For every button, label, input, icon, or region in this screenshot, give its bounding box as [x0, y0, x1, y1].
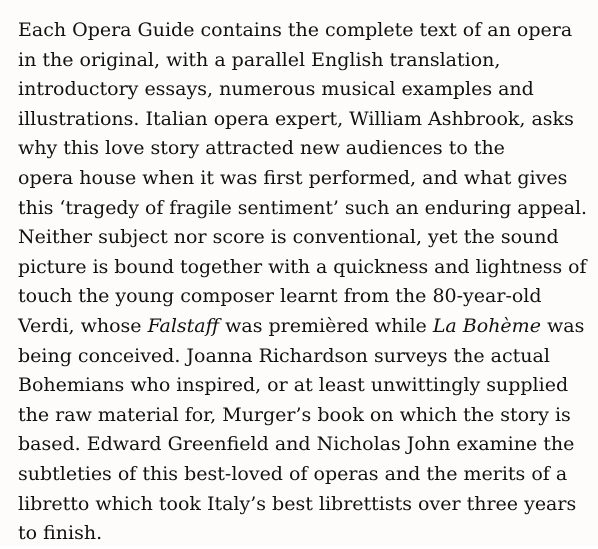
text-line: libretto which took Italy’s best librettists over three years [18, 492, 577, 515]
text-line: this ‘tragedy of fragile sentiment’ such an enduring appeal. [18, 197, 588, 219]
text-line: Verdi, whose Falstaff was premièred while La Bohème was [18, 314, 585, 337]
text-line: picture is bound together with a quickness and lightness of [18, 255, 587, 278]
text-line: subtleties of this best-loved of operas and the merits of a [18, 462, 568, 485]
text-line: opera house when it was first performed, and what gives [18, 166, 568, 189]
text-line: based. Edward Greenfield and Nicholas John examine the [18, 433, 575, 456]
text-line: Bohemians who inspired, or at least unwittingly supplied [18, 374, 569, 397]
opera-title-falstaff: Falstaff [147, 314, 220, 337]
text-line: the raw material for, Murger’s book on which the story is [18, 403, 571, 426]
opera-title-la-boheme: La Bohème [432, 314, 541, 337]
text-line: touch the young composer learnt from the 80-year-old [18, 285, 542, 308]
text-line: Each Opera Guide contains the complete text of an opera [18, 19, 573, 41]
text-line: in the original, with a parallel English translation, [18, 48, 501, 71]
text-line: to finish. [18, 522, 103, 545]
text-line: introductory essays, numerous musical examples and [18, 78, 534, 101]
body-paragraph [18, 16, 590, 549]
text-line: why this love story attracted new audiences to the [18, 137, 505, 160]
text-line: illustrations. Italian opera expert, William Ashbrook, asks [18, 107, 574, 130]
text-line: Neither subject nor score is conventional, yet the sound [18, 226, 559, 249]
text-line: being conceived. Joanna Richardson surveys the actual [18, 344, 550, 367]
